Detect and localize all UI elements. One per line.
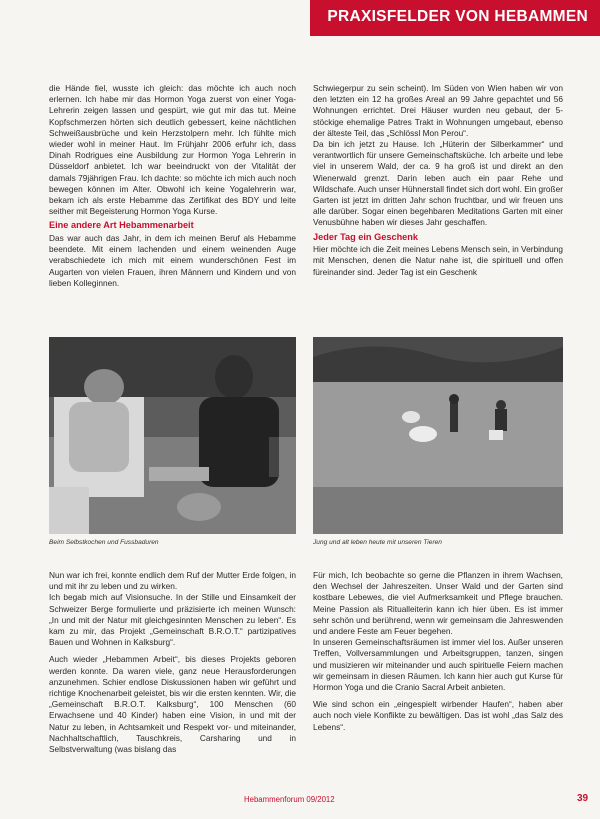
column-1	[49, 83, 296, 289]
section-heading: Jeder Tag ein Geschenk	[313, 231, 419, 242]
photo-sheep-meadow	[313, 337, 563, 534]
paragraph: Für mich, Ich beobachte so gerne die Pflanzen in ihrem Wachsen, den Wechsel der Jahreszeiten. Unser Wald und der Garten sind kostbare Lebewes, die viel Aufmerksamkeit und Pflege brauchen. Meine Passion als Ritualleiterin kann ich hier üben. Es ist immer sehr schön und berührend, wenn wir gemeinsam die Jahreswenden und andere Feste am Feuer begehen.	[313, 570, 563, 637]
journal-footer: Hebammenforum 09/2012	[244, 795, 335, 804]
photo-footbath-image	[49, 337, 296, 534]
photo-caption: Beim Selbstkochen und Fussbaduren	[49, 539, 159, 546]
paragraph: Auch wieder „Hebammen Arbeit“, bis dieses Projekts geboren werden konnte. Da waren viele, ganz neue Herausforderungen anzunehmen. Schier endlose Diskussionen haben wir geführt und richtige Knochenarbeit geleistet, bis wir die ersten kennten. Wir, die „Gemeinschaft B.R.O.T. Kalksburg“, 100 Menschen (60 Erwachsene und 40 Kinder) haben eine Vision, in und mit der Natur zu leben, in Achtsamkeit und Respekt vor- und miteinander, Nachhaltschaftlich, Tauschkreis, Carsharing und in Selbstverwaltung (was bislang das	[49, 654, 296, 755]
paragraph: die Hände fiel, wusste ich gleich: das möchte ich auch noch erlernen. Ich habe mir das Hormon Yoga zuerst von einer Yoga-Lehrerin zeigen lassen und gespürt, wie gut mir das tut. Meine Kopfschmerzen hörten sich deutlich gebessert, keine nächtlichen Schweißausbrüche und kein Herzstolpern mehr. Ich fühlte mich wieder wohl in meiner Haut. Im Frühjahr 2006 erfuhr ich, dass Dinah Rodrigues eine Ausbildung zur Hormon Yoga Lehrerin in Düsseldorf anbietet. Ich war beeindruckt von der Vitalität der damals 79jährigen Frau. Ich dachte: so möchte ich mich auch noch bewegen können im Alter. Obwohl ich keine Yogalehrerin war, bekam ich als erste Hebamme das Zertifikat des BDY und leite seither mit Begeisterung Hormon Yoga Kurse.	[49, 83, 296, 217]
column-2	[313, 83, 563, 278]
paragraph: Das war auch das Jahr, in dem ich meinen Beruf als Hebamme beendete. Mit einem lachenden und einem weinenden Auge verabschiedete ich mich mit einem wunderschönen Fest im Augarten von vielen Frauen, ihren Männern und Kindern und von lieben Kolleginnen.	[49, 232, 296, 288]
section-title: PRAXISFELDER VON HEBAMMEN	[327, 8, 588, 25]
header-bar	[310, 0, 600, 36]
paragraph: Da bin ich jetzt zu Hause. Ich „Hüterin der Silberkammer“ und verantwortlich für unsere Gemeinschaftsküche. Ich arbeite und lebe viel in unserem Wald, der ca. 9 ha groß ist und direkt an den Wienerwald grenzt. Darin leben auch ein paar Rehe und Wildschafe. Auch unser Hühnerstall findet sich dort wohl. Ein großer Garten ist jetzt im dritten Jahr schon fruchtbar, und wir freuen uns alle darüber. Sogar einen begehbaren Meditations Garten mit einer Venusbühne haben wir dieses Jahr geschaffen.	[313, 139, 563, 228]
paragraph: Ich begab mich auf Visionsuche. In der Stille und Einsamkeit der Schweizer Berge formulierte und präzisierte ich meinen Wunsch: „In und mit der Natur mit gleichgesinnten Menschen zu leben“. Es kam zu mir, das Projekt „Gemeinschaft B.R.O.T.“ partizipatives Bauen und Wohnen in Kalksburg“.	[49, 592, 296, 648]
paragraph: In unseren Gemeinschaftsräumen ist immer viel los. Außer unseren Treffen, Vollversammlungen und Arbeitsgruppen, tanzen, singen und musizieren wir miteinander und auch spirituelle Feiern machen wir gemeinsam in diesen Räumen. Ich kann hier auch gut Kurse für Hormon Yoga und die Cranio Sacral Arbeit anbieten.	[313, 637, 563, 693]
paragraph: Wie sind schon ein „eingespielt wirbender Haufen“, haben aber auch noch viele Konflikte zu bewältigen. Das ist wohl „das Salz des Lebens“.	[313, 699, 563, 732]
paragraph: Hier möchte ich die Zeit meines Lebens Mensch sein, in Verbindung mit Menschen, denen die Natur nahe ist, die spirituell und offen füreinander sind. Jeder Tag ist ein Geschenk	[313, 244, 563, 277]
photo-sheep-image	[313, 337, 563, 534]
photo-footbath	[49, 337, 296, 534]
paragraph: Nun war ich frei, konnte endlich dem Ruf der Mutter Erde folgen, in und mit ihr zu leben und zu wirken.	[49, 570, 296, 592]
page-number: 39	[577, 793, 589, 804]
paragraph: Schwiegerpur zu sein scheint). Im Süden von Wien haben wir von den letzten ein 12 ha großes Areal an 99 Jahre gepachtet und 56 Wohnungen errichtet. Drei Häuser wurden neu gebaut, der 5-stöckige ehemalige Patres Trakt in Wohnungen umgebaut, ebenso der älteste Teil, das „Schlössl Mon Perou“.	[313, 83, 563, 138]
section-heading: Eine andere Art Hebammenarbeit	[49, 220, 194, 231]
column-4	[313, 570, 563, 733]
column-3	[49, 570, 296, 755]
photo-caption: Jung und alt leben heute mit unseren Tieren	[313, 539, 442, 546]
